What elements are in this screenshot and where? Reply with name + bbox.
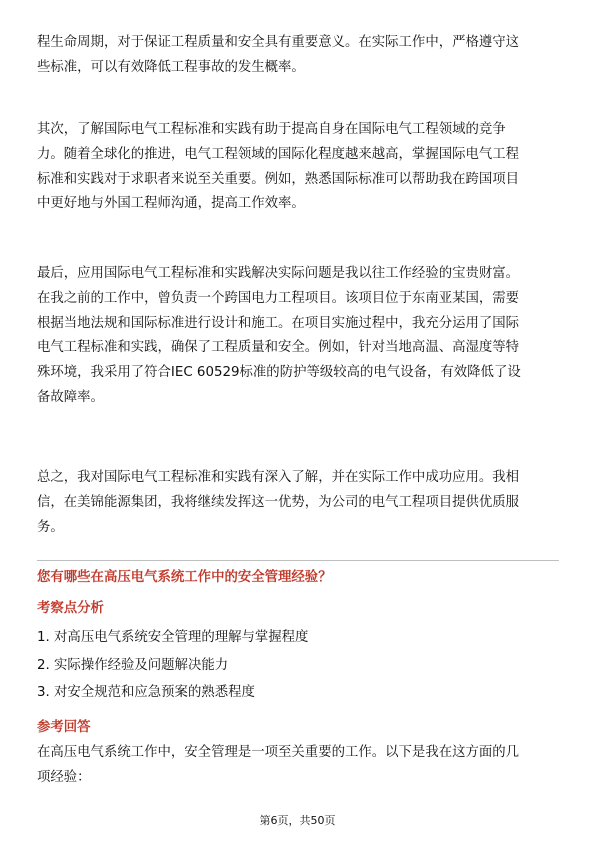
list-item: 2. 实际操作经验及问题解决能力 [37, 657, 229, 673]
page-footer: 第6页，共50页 [259, 814, 336, 827]
text-line: 备故障率。 [37, 389, 104, 405]
question-title: 您有哪些在高压电气系统工作中的安全管理经验？ [37, 570, 332, 585]
paragraph-summary [37, 466, 559, 540]
text-line: 其次，了解国际电气工程标准和实践有助于提高自身在国际电气工程领域的竞争 [37, 122, 506, 137]
analysis-list [37, 624, 308, 707]
analysis-heading: 考察点分析 [37, 601, 104, 616]
text-line: 力。随着全球化的推进，电气工程领域的国际化程度越来越高，掌握国际电气工程 [37, 146, 520, 162]
text-line: 项经验： [37, 769, 91, 785]
text-line: 根据当地法规和国际标准进行设计和施工。在项目实施过程中，我充分运用了国际 [37, 315, 520, 331]
paragraph-lifecycle [37, 31, 559, 81]
text-line: 总之，我对国际电气工程标准和实践有深入了解，并在实际工作中成功应用。我相 [37, 470, 520, 485]
text-line: 殊环境，我采用了符合IEC 60529标准的防护等级较高的电气设备，有效降低了设 [37, 365, 521, 381]
text-line: 信，在美锦能源集团，我将继续发挥这一优势，为公司的电气工程项目提供优质服 [37, 494, 520, 510]
text-line: 中更好地与外国工程师沟通，提高工作效率。 [37, 196, 305, 212]
text-line: 最后，应用国际电气工程标准和实践解决实际问题是我以往工作经验的宝贵财富。 [37, 266, 520, 281]
list-item: 3. 对安全规范和应急预案的熟悉程度 [37, 685, 255, 700]
text-line: 电气工程标准和实践，确保了工程质量和安全。例如，针对当地高温、高湿度等特 [37, 340, 520, 356]
paragraph-finally [37, 262, 559, 411]
list-item: 1. 对高压电气系统安全管理的理解与掌握程度 [37, 630, 309, 645]
text-line: 在高压电气系统工作中，安全管理是一项至关重要的工作。以下是我在这方面的几 [37, 745, 520, 760]
answer-heading: 参考回答 [37, 720, 91, 735]
text-line: 在我之前的工作中，曾负责一个跨国电力工程项目。该项目位于东南亚某国，需要 [37, 290, 520, 306]
section-divider [37, 560, 559, 561]
text-line: 标准和实践对于求职者来说至关重要。例如，熟悉国际标准可以帮助我在跨国项目 [37, 171, 520, 187]
paragraph-second [37, 118, 559, 217]
answer-paragraph [37, 741, 559, 791]
text-line: 程生命周期，对于保证工程质量和安全具有重要意义。在实际工作中，严格遵守这 [37, 35, 520, 50]
text-line: 务。 [37, 519, 64, 535]
text-line: 些标准，可以有效降低工程事故的发生概率。 [37, 59, 305, 75]
